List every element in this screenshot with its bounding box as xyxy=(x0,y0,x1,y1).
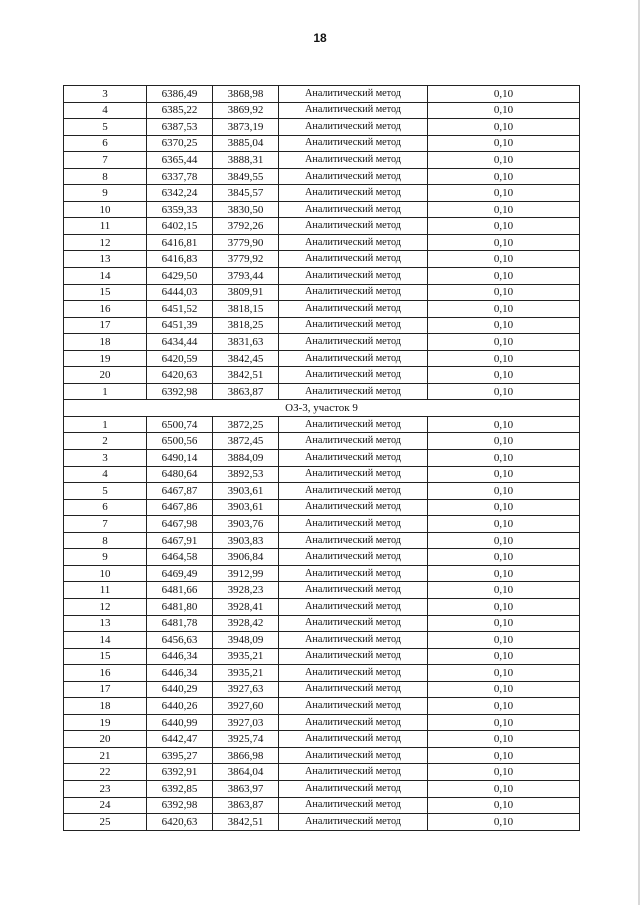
accuracy-cell: 0,10 xyxy=(428,119,580,136)
y-coordinate-cell: 3868,98 xyxy=(213,86,279,103)
x-coordinate-cell: 6342,24 xyxy=(147,185,213,202)
accuracy-cell: 0,10 xyxy=(428,582,580,599)
y-coordinate-cell: 3842,45 xyxy=(213,350,279,367)
table-row xyxy=(64,185,580,202)
x-coordinate-cell: 6481,66 xyxy=(147,582,213,599)
x-coordinate-cell: 6467,87 xyxy=(147,483,213,500)
point-number-cell: 3 xyxy=(64,86,147,103)
method-cell: Аналитический метод xyxy=(279,334,428,351)
coordinates-table xyxy=(63,85,580,831)
point-number-cell: 20 xyxy=(64,731,147,748)
method-cell: Аналитический метод xyxy=(279,714,428,731)
point-number-cell: 21 xyxy=(64,747,147,764)
point-number-cell: 9 xyxy=(64,185,147,202)
table-row xyxy=(64,350,580,367)
x-coordinate-cell: 6392,91 xyxy=(147,764,213,781)
x-coordinate-cell: 6434,44 xyxy=(147,334,213,351)
x-coordinate-cell: 6386,49 xyxy=(147,86,213,103)
accuracy-cell: 0,10 xyxy=(428,301,580,318)
x-coordinate-cell: 6469,49 xyxy=(147,565,213,582)
x-coordinate-cell: 6446,34 xyxy=(147,648,213,665)
accuracy-cell: 0,10 xyxy=(428,499,580,516)
y-coordinate-cell: 3863,87 xyxy=(213,797,279,814)
y-coordinate-cell: 3927,63 xyxy=(213,681,279,698)
y-coordinate-cell: 3885,04 xyxy=(213,135,279,152)
x-coordinate-cell: 6481,80 xyxy=(147,598,213,615)
coordinates-table-body xyxy=(64,86,580,831)
accuracy-cell: 0,10 xyxy=(428,317,580,334)
point-number-cell: 14 xyxy=(64,268,147,285)
accuracy-cell: 0,10 xyxy=(428,86,580,103)
x-coordinate-cell: 6467,98 xyxy=(147,516,213,533)
method-cell: Аналитический метод xyxy=(279,764,428,781)
accuracy-cell: 0,10 xyxy=(428,615,580,632)
accuracy-cell: 0,10 xyxy=(428,168,580,185)
x-coordinate-cell: 6440,29 xyxy=(147,681,213,698)
accuracy-cell: 0,10 xyxy=(428,632,580,649)
y-coordinate-cell: 3863,97 xyxy=(213,780,279,797)
x-coordinate-cell: 6490,14 xyxy=(147,450,213,467)
point-number-cell: 5 xyxy=(64,483,147,500)
accuracy-cell: 0,10 xyxy=(428,450,580,467)
x-coordinate-cell: 6420,59 xyxy=(147,350,213,367)
method-cell: Аналитический метод xyxy=(279,450,428,467)
y-coordinate-cell: 3863,87 xyxy=(213,383,279,400)
x-coordinate-cell: 6395,27 xyxy=(147,747,213,764)
accuracy-cell: 0,10 xyxy=(428,681,580,698)
method-cell: Аналитический метод xyxy=(279,185,428,202)
table-row xyxy=(64,152,580,169)
y-coordinate-cell: 3903,61 xyxy=(213,499,279,516)
y-coordinate-cell: 3927,03 xyxy=(213,714,279,731)
y-coordinate-cell: 3935,21 xyxy=(213,648,279,665)
accuracy-cell: 0,10 xyxy=(428,135,580,152)
point-number-cell: 6 xyxy=(64,135,147,152)
method-cell: Аналитический метод xyxy=(279,532,428,549)
method-cell: Аналитический метод xyxy=(279,648,428,665)
table-row xyxy=(64,747,580,764)
method-cell: Аналитический метод xyxy=(279,119,428,136)
table-row xyxy=(64,731,580,748)
method-cell: Аналитический метод xyxy=(279,499,428,516)
method-cell: Аналитический метод xyxy=(279,483,428,500)
point-number-cell: 18 xyxy=(64,698,147,715)
accuracy-cell: 0,10 xyxy=(428,185,580,202)
x-coordinate-cell: 6359,33 xyxy=(147,201,213,218)
point-number-cell: 20 xyxy=(64,367,147,384)
y-coordinate-cell: 3842,51 xyxy=(213,814,279,831)
y-coordinate-cell: 3779,90 xyxy=(213,234,279,251)
method-cell: Аналитический метод xyxy=(279,466,428,483)
y-coordinate-cell: 3903,83 xyxy=(213,532,279,549)
x-coordinate-cell: 6446,34 xyxy=(147,665,213,682)
table-row xyxy=(64,466,580,483)
accuracy-cell: 0,10 xyxy=(428,483,580,500)
method-cell: Аналитический метод xyxy=(279,383,428,400)
y-coordinate-cell: 3928,41 xyxy=(213,598,279,615)
point-number-cell: 1 xyxy=(64,383,147,400)
point-number-cell: 6 xyxy=(64,499,147,516)
accuracy-cell: 0,10 xyxy=(428,516,580,533)
accuracy-cell: 0,10 xyxy=(428,714,580,731)
y-coordinate-cell: 3831,63 xyxy=(213,334,279,351)
table-row xyxy=(64,201,580,218)
accuracy-cell: 0,10 xyxy=(428,814,580,831)
point-number-cell: 16 xyxy=(64,301,147,318)
y-coordinate-cell: 3884,09 xyxy=(213,450,279,467)
x-coordinate-cell: 6500,74 xyxy=(147,416,213,433)
y-coordinate-cell: 3925,74 xyxy=(213,731,279,748)
x-coordinate-cell: 6429,50 xyxy=(147,268,213,285)
method-cell: Аналитический метод xyxy=(279,218,428,235)
table-row xyxy=(64,565,580,582)
y-coordinate-cell: 3818,15 xyxy=(213,301,279,318)
x-coordinate-cell: 6440,99 xyxy=(147,714,213,731)
table-row xyxy=(64,383,580,400)
accuracy-cell: 0,10 xyxy=(428,747,580,764)
table-row xyxy=(64,814,580,831)
method-cell: Аналитический метод xyxy=(279,433,428,450)
x-coordinate-cell: 6464,58 xyxy=(147,549,213,566)
point-number-cell: 15 xyxy=(64,648,147,665)
y-coordinate-cell: 3912,99 xyxy=(213,565,279,582)
table-row xyxy=(64,681,580,698)
y-coordinate-cell: 3892,53 xyxy=(213,466,279,483)
point-number-cell: 19 xyxy=(64,714,147,731)
table-row xyxy=(64,119,580,136)
x-coordinate-cell: 6451,39 xyxy=(147,317,213,334)
x-coordinate-cell: 6467,86 xyxy=(147,499,213,516)
table-row xyxy=(64,665,580,682)
method-cell: Аналитический метод xyxy=(279,747,428,764)
accuracy-cell: 0,10 xyxy=(428,780,580,797)
method-cell: Аналитический метод xyxy=(279,135,428,152)
method-cell: Аналитический метод xyxy=(279,350,428,367)
method-cell: Аналитический метод xyxy=(279,102,428,119)
y-coordinate-cell: 3809,91 xyxy=(213,284,279,301)
table-row xyxy=(64,450,580,467)
table-row xyxy=(64,301,580,318)
y-coordinate-cell: 3849,55 xyxy=(213,168,279,185)
accuracy-cell: 0,10 xyxy=(428,367,580,384)
y-coordinate-cell: 3928,42 xyxy=(213,615,279,632)
x-coordinate-cell: 6420,63 xyxy=(147,367,213,384)
point-number-cell: 1 xyxy=(64,416,147,433)
page-number: 18 xyxy=(313,31,327,45)
table-row xyxy=(64,598,580,615)
point-number-cell: 4 xyxy=(64,466,147,483)
method-cell: Аналитический метод xyxy=(279,168,428,185)
method-cell: Аналитический метод xyxy=(279,317,428,334)
y-coordinate-cell: 3779,92 xyxy=(213,251,279,268)
method-cell: Аналитический метод xyxy=(279,665,428,682)
method-cell: Аналитический метод xyxy=(279,284,428,301)
x-coordinate-cell: 6500,56 xyxy=(147,433,213,450)
accuracy-cell: 0,10 xyxy=(428,764,580,781)
method-cell: Аналитический метод xyxy=(279,516,428,533)
y-coordinate-cell: 3864,04 xyxy=(213,764,279,781)
x-coordinate-cell: 6370,25 xyxy=(147,135,213,152)
method-cell: Аналитический метод xyxy=(279,234,428,251)
accuracy-cell: 0,10 xyxy=(428,797,580,814)
method-cell: Аналитический метод xyxy=(279,582,428,599)
point-number-cell: 15 xyxy=(64,284,147,301)
table-row xyxy=(64,648,580,665)
point-number-cell: 7 xyxy=(64,516,147,533)
method-cell: Аналитический метод xyxy=(279,367,428,384)
y-coordinate-cell: 3903,76 xyxy=(213,516,279,533)
method-cell: Аналитический метод xyxy=(279,565,428,582)
point-number-cell: 9 xyxy=(64,549,147,566)
x-coordinate-cell: 6392,98 xyxy=(147,797,213,814)
point-number-cell: 4 xyxy=(64,102,147,119)
table-row xyxy=(64,218,580,235)
table-row xyxy=(64,532,580,549)
section-header-row xyxy=(64,400,580,417)
y-coordinate-cell: 3906,84 xyxy=(213,549,279,566)
table-row xyxy=(64,615,580,632)
accuracy-cell: 0,10 xyxy=(428,102,580,119)
point-number-cell: 8 xyxy=(64,168,147,185)
method-cell: Аналитический метод xyxy=(279,86,428,103)
point-number-cell: 23 xyxy=(64,780,147,797)
accuracy-cell: 0,10 xyxy=(428,218,580,235)
y-coordinate-cell: 3842,51 xyxy=(213,367,279,384)
method-cell: Аналитический метод xyxy=(279,152,428,169)
table-row xyxy=(64,251,580,268)
table-row xyxy=(64,317,580,334)
y-coordinate-cell: 3903,61 xyxy=(213,483,279,500)
x-coordinate-cell: 6440,26 xyxy=(147,698,213,715)
y-coordinate-cell: 3928,23 xyxy=(213,582,279,599)
accuracy-cell: 0,10 xyxy=(428,251,580,268)
table-row xyxy=(64,102,580,119)
point-number-cell: 12 xyxy=(64,234,147,251)
y-coordinate-cell: 3792,26 xyxy=(213,218,279,235)
x-coordinate-cell: 6420,63 xyxy=(147,814,213,831)
table-row xyxy=(64,86,580,103)
point-number-cell: 13 xyxy=(64,251,147,268)
point-number-cell: 2 xyxy=(64,433,147,450)
x-coordinate-cell: 6481,78 xyxy=(147,615,213,632)
point-number-cell: 10 xyxy=(64,565,147,582)
y-coordinate-cell: 3866,98 xyxy=(213,747,279,764)
accuracy-cell: 0,10 xyxy=(428,268,580,285)
x-coordinate-cell: 6416,83 xyxy=(147,251,213,268)
table-row xyxy=(64,483,580,500)
method-cell: Аналитический метод xyxy=(279,797,428,814)
method-cell: Аналитический метод xyxy=(279,598,428,615)
accuracy-cell: 0,10 xyxy=(428,284,580,301)
accuracy-cell: 0,10 xyxy=(428,350,580,367)
point-number-cell: 25 xyxy=(64,814,147,831)
method-cell: Аналитический метод xyxy=(279,698,428,715)
x-coordinate-cell: 6337,78 xyxy=(147,168,213,185)
method-cell: Аналитический метод xyxy=(279,201,428,218)
accuracy-cell: 0,10 xyxy=(428,383,580,400)
point-number-cell: 19 xyxy=(64,350,147,367)
method-cell: Аналитический метод xyxy=(279,549,428,566)
table-row xyxy=(64,234,580,251)
accuracy-cell: 0,10 xyxy=(428,565,580,582)
point-number-cell: 14 xyxy=(64,632,147,649)
x-coordinate-cell: 6387,53 xyxy=(147,119,213,136)
method-cell: Аналитический метод xyxy=(279,268,428,285)
accuracy-cell: 0,10 xyxy=(428,549,580,566)
accuracy-cell: 0,10 xyxy=(428,334,580,351)
method-cell: Аналитический метод xyxy=(279,615,428,632)
x-coordinate-cell: 6467,91 xyxy=(147,532,213,549)
method-cell: Аналитический метод xyxy=(279,814,428,831)
method-cell: Аналитический метод xyxy=(279,632,428,649)
point-number-cell: 8 xyxy=(64,532,147,549)
method-cell: Аналитический метод xyxy=(279,681,428,698)
table-row xyxy=(64,433,580,450)
point-number-cell: 11 xyxy=(64,218,147,235)
accuracy-cell: 0,10 xyxy=(428,665,580,682)
method-cell: Аналитический метод xyxy=(279,780,428,797)
accuracy-cell: 0,10 xyxy=(428,416,580,433)
table-row xyxy=(64,334,580,351)
table-row xyxy=(64,516,580,533)
y-coordinate-cell: 3888,31 xyxy=(213,152,279,169)
point-number-cell: 17 xyxy=(64,317,147,334)
x-coordinate-cell: 6392,98 xyxy=(147,383,213,400)
point-number-cell: 10 xyxy=(64,201,147,218)
y-coordinate-cell: 3818,25 xyxy=(213,317,279,334)
point-number-cell: 17 xyxy=(64,681,147,698)
point-number-cell: 16 xyxy=(64,665,147,682)
x-coordinate-cell: 6444,03 xyxy=(147,284,213,301)
x-coordinate-cell: 6392,85 xyxy=(147,780,213,797)
table-row xyxy=(64,135,580,152)
x-coordinate-cell: 6442,47 xyxy=(147,731,213,748)
method-cell: Аналитический метод xyxy=(279,251,428,268)
table-row xyxy=(64,549,580,566)
accuracy-cell: 0,10 xyxy=(428,731,580,748)
y-coordinate-cell: 3935,21 xyxy=(213,665,279,682)
point-number-cell: 22 xyxy=(64,764,147,781)
method-cell: Аналитический метод xyxy=(279,731,428,748)
point-number-cell: 5 xyxy=(64,119,147,136)
table-row xyxy=(64,632,580,649)
point-number-cell: 24 xyxy=(64,797,147,814)
point-number-cell: 7 xyxy=(64,152,147,169)
point-number-cell: 12 xyxy=(64,598,147,615)
accuracy-cell: 0,10 xyxy=(428,152,580,169)
x-coordinate-cell: 6385,22 xyxy=(147,102,213,119)
point-number-cell: 11 xyxy=(64,582,147,599)
accuracy-cell: 0,10 xyxy=(428,466,580,483)
table-row xyxy=(64,367,580,384)
x-coordinate-cell: 6456,63 xyxy=(147,632,213,649)
point-number-cell: 13 xyxy=(64,615,147,632)
y-coordinate-cell: 3793,44 xyxy=(213,268,279,285)
table-row xyxy=(64,499,580,516)
y-coordinate-cell: 3872,25 xyxy=(213,416,279,433)
table-row xyxy=(64,780,580,797)
table-row xyxy=(64,416,580,433)
x-coordinate-cell: 6365,44 xyxy=(147,152,213,169)
x-coordinate-cell: 6416,81 xyxy=(147,234,213,251)
x-coordinate-cell: 6402,15 xyxy=(147,218,213,235)
accuracy-cell: 0,10 xyxy=(428,433,580,450)
y-coordinate-cell: 3830,50 xyxy=(213,201,279,218)
table-row xyxy=(64,714,580,731)
table-row xyxy=(64,797,580,814)
y-coordinate-cell: 3845,57 xyxy=(213,185,279,202)
section-header: ОЗ-3, участок 9 xyxy=(64,400,580,417)
accuracy-cell: 0,10 xyxy=(428,698,580,715)
accuracy-cell: 0,10 xyxy=(428,201,580,218)
table-row xyxy=(64,764,580,781)
table-row xyxy=(64,284,580,301)
point-number-cell: 18 xyxy=(64,334,147,351)
table-row xyxy=(64,168,580,185)
accuracy-cell: 0,10 xyxy=(428,532,580,549)
y-coordinate-cell: 3869,92 xyxy=(213,102,279,119)
y-coordinate-cell: 3948,09 xyxy=(213,632,279,649)
y-coordinate-cell: 3872,45 xyxy=(213,433,279,450)
y-coordinate-cell: 3873,19 xyxy=(213,119,279,136)
x-coordinate-cell: 6451,52 xyxy=(147,301,213,318)
method-cell: Аналитический метод xyxy=(279,416,428,433)
point-number-cell: 3 xyxy=(64,450,147,467)
accuracy-cell: 0,10 xyxy=(428,234,580,251)
table-row xyxy=(64,268,580,285)
accuracy-cell: 0,10 xyxy=(428,598,580,615)
method-cell: Аналитический метод xyxy=(279,301,428,318)
x-coordinate-cell: 6480,64 xyxy=(147,466,213,483)
table-row xyxy=(64,698,580,715)
accuracy-cell: 0,10 xyxy=(428,648,580,665)
table-row xyxy=(64,582,580,599)
y-coordinate-cell: 3927,60 xyxy=(213,698,279,715)
